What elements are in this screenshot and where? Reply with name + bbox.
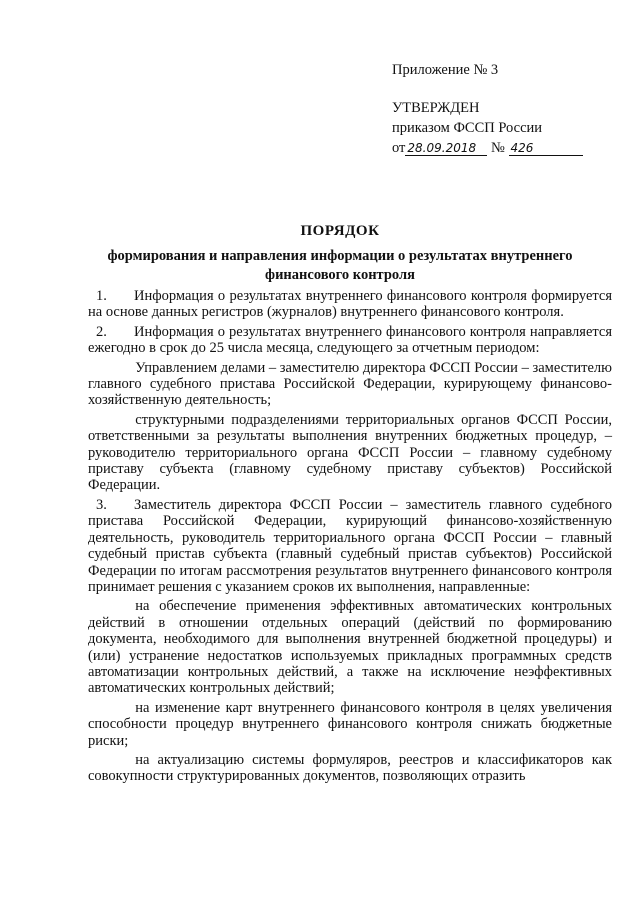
title-subtitle: формирования и направления информации о результатах внутреннего финансового контроля	[107, 248, 573, 283]
document-body	[88, 288, 612, 788]
paragraph	[88, 497, 612, 595]
approved-label: УТВЕРЖДЕН	[392, 100, 480, 116]
paragraph	[88, 324, 612, 357]
paragraph-text: структурными подразделениями территориальных органов ФССП России, ответственными за результаты выполнения внутренних бюджетных процедур, – руководителю территориального органа ФССП России – главному судебному приставу субъекта (главному судебному приставу субъектов) Российской Федерации.	[88, 411, 612, 494]
paragraph-text: Управлением делами – заместителю директора ФССП России – заместителю главного судебного пристава Российской Федерации, курирующему финансово-хозяйственную деятельность;	[88, 359, 612, 409]
paragraph	[88, 412, 612, 494]
paragraph-text: на изменение карт внутреннего финансового контроля в целях увеличения способности процедур внутреннего финансового контроля снижать бюджетные риски;	[88, 699, 612, 749]
paragraph	[88, 288, 612, 321]
order-date-handwritten: 28.09.2018	[405, 141, 487, 156]
paragraph	[88, 752, 612, 785]
order-of-label: приказом ФССП России	[392, 120, 543, 136]
number-label: №	[491, 140, 505, 156]
paragraph-text: на обеспечение применения эффективных автоматических контрольных действий в отношении отдельных операций (действий по формированию документа, необходимого для выполнения внутренней бюджетной процедуры) и (или) устранение недостатков используемых прикладных программных средств автоматизации контрольных действий, а также на исключение неэффективных автоматических контрольных действий;	[88, 598, 612, 697]
paragraph-text: Информация о результатах внутреннего финансового контроля направляется ежегодно в срок до 25 числа месяца, следующего за отчетным периодом:	[88, 323, 612, 357]
paragraph-number: 3.	[96, 496, 107, 513]
paragraph	[88, 360, 612, 409]
document-title	[70, 222, 610, 285]
from-label: от	[392, 140, 406, 156]
order-date-line	[392, 138, 583, 158]
appendix-label: Приложение № 3	[392, 62, 499, 78]
paragraph-text: на актуализацию системы формуляров, реестров и классификаторов как совокупности структурированных документов, позволяющих отразить	[88, 751, 612, 785]
paragraph	[88, 598, 612, 696]
paragraph	[88, 700, 612, 749]
approval-stamp-block	[392, 60, 583, 158]
order-number-handwritten: 426	[509, 141, 583, 156]
paragraph-number: 1.	[96, 288, 107, 304]
title-main: ПОРЯДОК	[300, 223, 380, 239]
paragraph-number: 2.	[96, 323, 107, 340]
paragraph-text: Информация о результатах внутреннего финансового контроля формируется на основе данных регистров (журналов) внутреннего финансового контроля.	[88, 288, 612, 321]
paragraph-text: Заместитель директора ФССП России – заместитель главного судебного пристава Российской Федерации, курирующий финансово-хозяйственную деятельность, руководитель территориального органа ФССП России – главный судебный пристав субъекта (главный судебный пристав субъектов) Российской Федерации по итогам рассмотрения результатов внутреннего финансового контроля принимает решения с указанием сроков их выполнения, направленные:	[88, 496, 612, 595]
